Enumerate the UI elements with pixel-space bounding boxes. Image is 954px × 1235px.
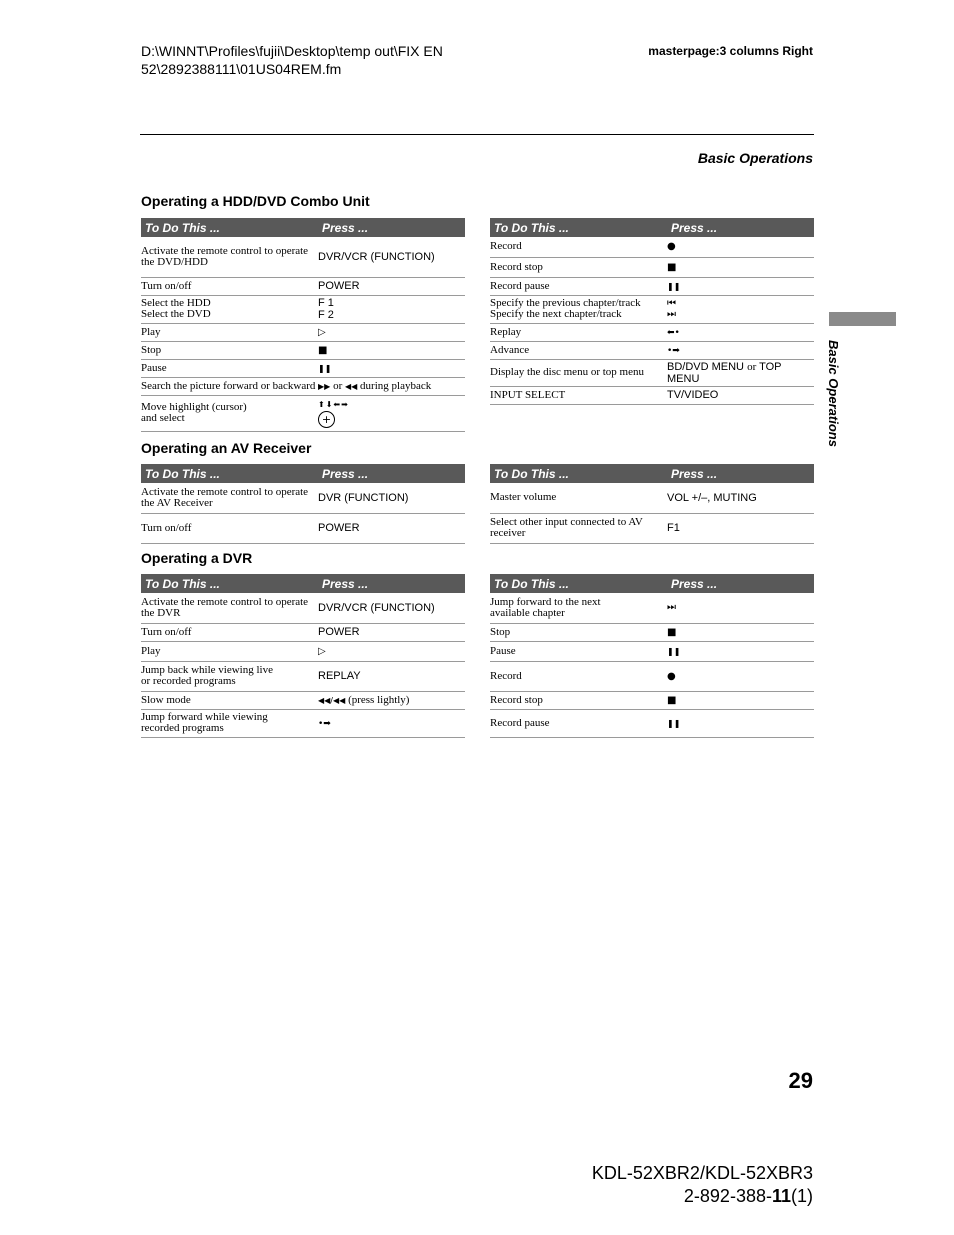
row-press: BD/DVD MENU or TOP MENU: [667, 359, 814, 386]
table-header-row: [141, 574, 465, 593]
row-action: Stop: [141, 341, 318, 359]
row-action: Move highlight (cursor) and select: [141, 395, 318, 431]
table-row: [490, 593, 814, 623]
row-press: DVR (FUNCTION): [318, 483, 465, 513]
av-receiver-table-left: [141, 464, 465, 544]
row-action: Advance: [490, 341, 667, 359]
table-row: [141, 623, 465, 641]
header-to-do: To Do This ...: [490, 574, 667, 593]
record-icon: ●: [667, 241, 676, 253]
row-action: Specify the previous chapter/track Specify the next chapter/track: [490, 295, 667, 323]
row-action: Activate the remote control to operate the DVR: [141, 593, 318, 623]
row-action: Slow mode: [141, 691, 318, 709]
side-tab-bar: [829, 312, 896, 326]
table-row: [141, 341, 465, 359]
page-number: 29: [788, 1068, 813, 1093]
replay-icon: ⬅•: [667, 327, 680, 338]
row-press: TV/VIDEO: [667, 386, 814, 404]
table-header-row: [141, 464, 465, 483]
row-action: Jump forward while viewing recorded programs: [141, 709, 318, 737]
header-press: Press ...: [667, 574, 814, 593]
table-row: [490, 641, 814, 661]
table-row: [490, 513, 814, 543]
row-action: Turn on/off: [141, 277, 318, 295]
section-heading-dvr: Operating a DVR: [141, 550, 253, 566]
table-row: [490, 237, 814, 257]
row-action: Display the disc menu or top menu: [490, 359, 667, 386]
row-action: Pause: [490, 641, 667, 661]
table-row: [490, 386, 814, 404]
row-press: ▶▶ or ◀◀ during playback: [318, 377, 465, 395]
row-action: INPUT SELECT: [490, 386, 667, 404]
arrow-keys-icon: ⬆⬇⬅➡: [318, 399, 349, 409]
table-header-row: [141, 218, 465, 237]
model-name: KDL-52XBR2/KDL-52XBR3: [591, 1163, 813, 1183]
table-row: [141, 661, 465, 691]
table-header-row: [490, 464, 814, 483]
table-row: [141, 395, 465, 431]
fast-forward-icon: ▶▶: [318, 381, 331, 391]
table-row: [141, 513, 465, 543]
next-chapter-icon: ⏭: [667, 309, 676, 320]
row-action: Master volume: [490, 483, 667, 513]
table-row: [490, 341, 814, 359]
table-row: [141, 641, 465, 661]
table-row: [141, 709, 465, 737]
table-row: [490, 709, 814, 737]
file-path-line-1: D:\WINNT\Profiles\fujii\Desktop\temp out\FIX EN: [141, 43, 443, 59]
dvr-table-right: [490, 574, 814, 738]
slow-mode-icon: ◀◀/◀◀: [318, 695, 346, 705]
table-row: [141, 359, 465, 377]
stop-icon: ■: [667, 694, 677, 706]
table-row: [490, 295, 814, 323]
table-row: [141, 323, 465, 341]
table-row: [490, 257, 814, 277]
row-action: Replay: [490, 323, 667, 341]
header-to-do: To Do This ...: [490, 464, 667, 483]
header-rule: [140, 134, 814, 135]
file-path-header: [141, 42, 481, 78]
row-press: ◀◀/◀◀ (press lightly): [318, 691, 465, 709]
table-row: [141, 377, 465, 395]
record-icon: ●: [667, 670, 676, 682]
header-to-do: To Do This ...: [141, 574, 318, 593]
previous-chapter-icon: ⏮: [667, 298, 676, 309]
row-action: Record pause: [490, 709, 667, 737]
rewind-icon: ◀◀: [344, 381, 358, 391]
header-to-do: To Do This ...: [141, 218, 318, 237]
row-action: Search the picture forward or backward: [141, 377, 318, 395]
row-action: Record pause: [490, 277, 667, 295]
masterpage-label: masterpage:3 columns Right: [648, 44, 813, 58]
table-row: [141, 593, 465, 623]
stop-icon: ■: [318, 344, 328, 356]
row-action: Turn on/off: [141, 513, 318, 543]
pause-icon: ❚❚: [667, 281, 681, 291]
row-press: POWER: [318, 623, 465, 641]
side-tab-label: Basic Operations: [826, 340, 841, 447]
play-outline-icon: ▷: [318, 326, 326, 338]
header-press: Press ...: [318, 218, 465, 237]
row-press: VOL +/–, MUTING: [667, 483, 814, 513]
row-action: Turn on/off: [141, 623, 318, 641]
pause-icon: ❚❚: [318, 363, 332, 373]
row-action: Record: [490, 661, 667, 691]
row-press: F 1 F 2: [318, 295, 465, 323]
row-action: Play: [141, 641, 318, 661]
table-row: [141, 295, 465, 323]
header-to-do: To Do This ...: [490, 218, 667, 237]
advance-icon: •➡: [318, 718, 331, 729]
row-action: Activate the remote control to operate the AV Receiver: [141, 483, 318, 513]
row-press: DVR/VCR (FUNCTION): [318, 593, 465, 623]
row-action: Record stop: [490, 257, 667, 277]
row-action: Jump forward to the next available chapter: [490, 593, 667, 623]
row-action: Stop: [490, 623, 667, 641]
row-action: Activate the remote control to operate the DVD/HDD: [141, 237, 318, 277]
row-press: POWER: [318, 513, 465, 543]
row-action: Select the HDD Select the DVD: [141, 295, 318, 323]
table-row: [490, 277, 814, 295]
hdd-dvd-table-left: [141, 218, 465, 432]
table-row: [490, 661, 814, 691]
table-row: [141, 237, 465, 277]
header-to-do: To Do This ...: [141, 464, 318, 483]
row-action: Pause: [141, 359, 318, 377]
row-action: Select other input connected to AV receiver: [490, 513, 667, 543]
enter-button-icon: +: [318, 411, 335, 428]
table-row: [490, 691, 814, 709]
dvr-table-left: [141, 574, 465, 738]
table-header-row: [490, 574, 814, 593]
section-heading-av-receiver: Operating an AV Receiver: [141, 440, 312, 456]
model-footer: [592, 1162, 813, 1208]
table-header-row: [490, 218, 814, 237]
stop-icon: ■: [667, 626, 677, 638]
row-action: Record stop: [490, 691, 667, 709]
table-row: [490, 359, 814, 386]
stop-icon: ■: [667, 261, 677, 273]
play-outline-icon: ▷: [318, 645, 326, 657]
av-receiver-table-right: [490, 464, 814, 544]
file-path-line-2: 52\2892388111\01US04REM.fm: [141, 61, 342, 77]
table-row: [141, 483, 465, 513]
row-press: REPLAY: [318, 661, 465, 691]
row-press: F1: [667, 513, 814, 543]
table-row: [141, 691, 465, 709]
row-press: DVR/VCR (FUNCTION): [318, 237, 465, 277]
hdd-dvd-table-right: [490, 218, 814, 405]
pause-icon: ❚❚: [667, 646, 681, 656]
row-action: Record: [490, 237, 667, 257]
header-press: Press ...: [318, 464, 465, 483]
header-press: Press ...: [318, 574, 465, 593]
row-press: POWER: [318, 277, 465, 295]
pause-icon: ❚❚: [667, 718, 681, 728]
row-action: Play: [141, 323, 318, 341]
table-row: [490, 483, 814, 513]
table-row: [490, 623, 814, 641]
header-press: Press ...: [667, 464, 814, 483]
advance-icon: •➡: [667, 345, 680, 356]
next-chapter-icon: ⏭: [667, 602, 676, 614]
document-code: 2-892-388-11(1): [683, 1186, 813, 1206]
table-row: [141, 277, 465, 295]
header-press: Press ...: [667, 218, 814, 237]
section-heading-hdd-dvd: Operating a HDD/DVD Combo Unit: [141, 193, 370, 209]
section-title: Basic Operations: [697, 150, 813, 166]
row-action: Jump back while viewing live or recorded programs: [141, 661, 318, 691]
table-row: [490, 323, 814, 341]
